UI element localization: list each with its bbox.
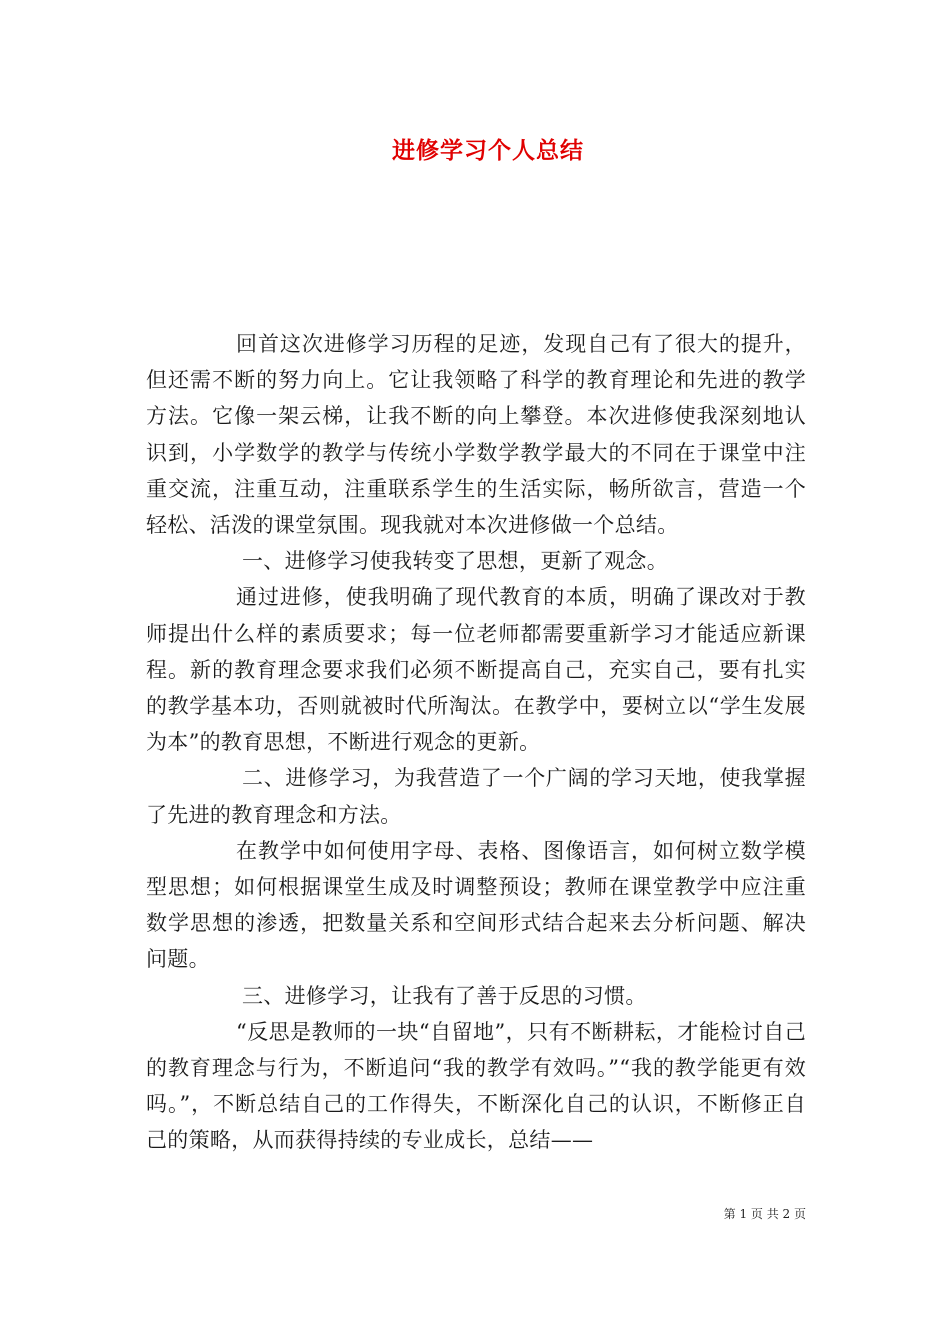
section-paragraph-1: 通过进修，使我明确了现代教育的本质，明确了课改对于教师提出什么样的素质要求；每一位老师都需要重新学习才能适应新课程。新的教育理念要求我们必须不断提高自己，充实自己，要有扎实的教学基本功，否则就被时代所淘汰。在教学中，要树立以“学生发展为本”的教育思想，不断进行观念的更新。 <box>146 585 806 755</box>
page-number-footer: 第 1 页 共 2 页 <box>723 1207 806 1221</box>
section-heading-2: 二、进修学习，为我营造了一个广阔的学习天地，使我掌握了先进的教育理念和方法。 <box>146 766 806 827</box>
document-body <box>146 326 806 1159</box>
section-heading-1: 一、进修学习使我转变了思想，更新了观念。 <box>242 549 668 574</box>
section-paragraph-2: 在教学中如何使用字母、表格、图像语言，如何树立数学模型思想；如何根据课堂生成及时调整预设；教师在课堂教学中应注重数学思想的渗透，把数量关系和空间形式结合起来去分析问题、解决问题。 <box>146 838 806 972</box>
section-heading-3: 三、进修学习，让我有了善于反思的习惯。 <box>242 983 647 1008</box>
section-paragraph-3: “反思是教师的一块“自留地”，只有不断耕耘，才能检讨自己的教育理念与行为，不断追问“我的教学有效吗。”“我的教学能更有效吗。”，不断总结自己的工作得失，不断深化自己的认识，不断修正自己的策略，从而获得持续的专业成长，总结—— <box>146 1019 806 1153</box>
intro-paragraph: 回首这次进修学习历程的足迹，发现自己有了很大的提升，但还需不断的努力向上。它让我领略了科学的教育理论和先进的教学方法。它像一架云梯，让我不断的向上攀登。本次进修使我深刻地认识到，小学数学的教学与传统小学数学教学最大的不同在于课堂中注重交流，注重互动，注重联系学生的生活实际，畅所欲言，营造一个轻松、活泼的课堂氛围。现我就对本次进修做一个总结。 <box>146 332 806 538</box>
document-title: 进修学习个人总结 <box>392 138 584 164</box>
